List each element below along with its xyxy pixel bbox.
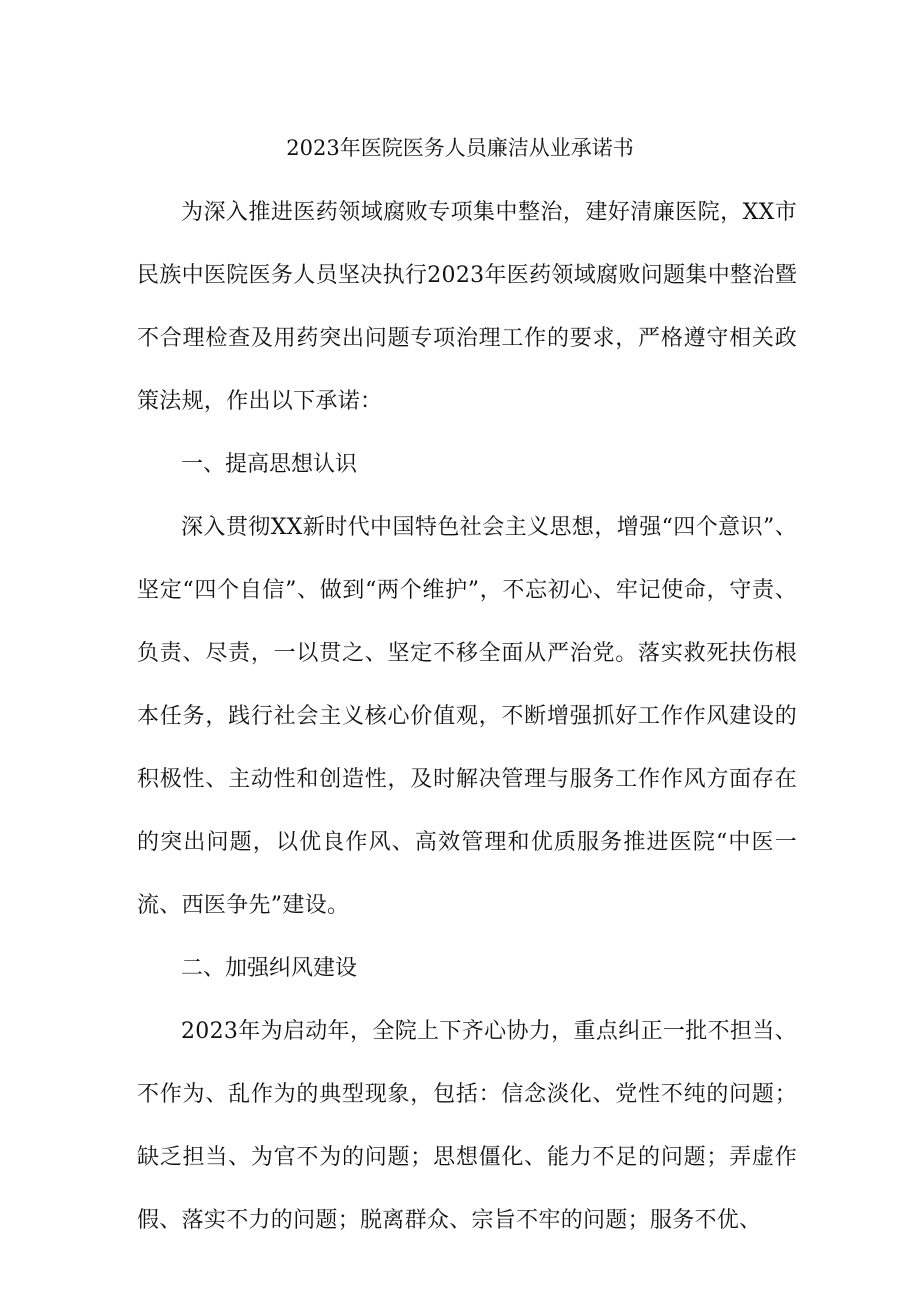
intro-paragraph: 为深入推进医药领域腐败专项集中整治，建好清廉医院，XX市民族中医院医务人员坚决执行2023年医药领域腐败问题集中整治暨不合理检查及用药突出问题专项治理工作的要求，严格遵守相关政策法规，作出以下承诺： bbox=[137, 200, 797, 414]
section-1-paragraph: 深入贯彻XX新时代中国特色社会主义思想，增强“四个意识”、坚定“四个自信”、做到“两个维护”，不忘初心、牢记使命，守责、负责、尽责，一以贯之、坚定不移全面从严治党。落实救死扶伤根本任务，践行社会主义核心价值观，不断增强抓好工作作风建设的积极性、主动性和创造性，及时解决管理与服务工作作风方面存在的突出问题，以优良作风、高效管理和优质服务推进医院“中医一流、西医争先”建设。 bbox=[137, 515, 797, 918]
section-2-paragraph: 2023年为启动年，全院上下齐心协力，重点纠正一批不担当、不作为、乱作为的典型现象，包括：信念淡化、党性不纯的问题；缺乏担当、为官不为的问题；思想僵化、能力不足的问题；弄虚作假、落实不力的问题；脱离群众、宗旨不牢的问题；服务不优、 bbox=[137, 1019, 797, 1233]
section-2-heading: 二、加强纠风建设 bbox=[181, 956, 358, 981]
section-1-heading: 一、提高思想认识 bbox=[181, 452, 358, 477]
document-title: 2023年医院医务人员廉洁从业承诺书 bbox=[286, 136, 634, 160]
document-body bbox=[137, 181, 797, 1252]
